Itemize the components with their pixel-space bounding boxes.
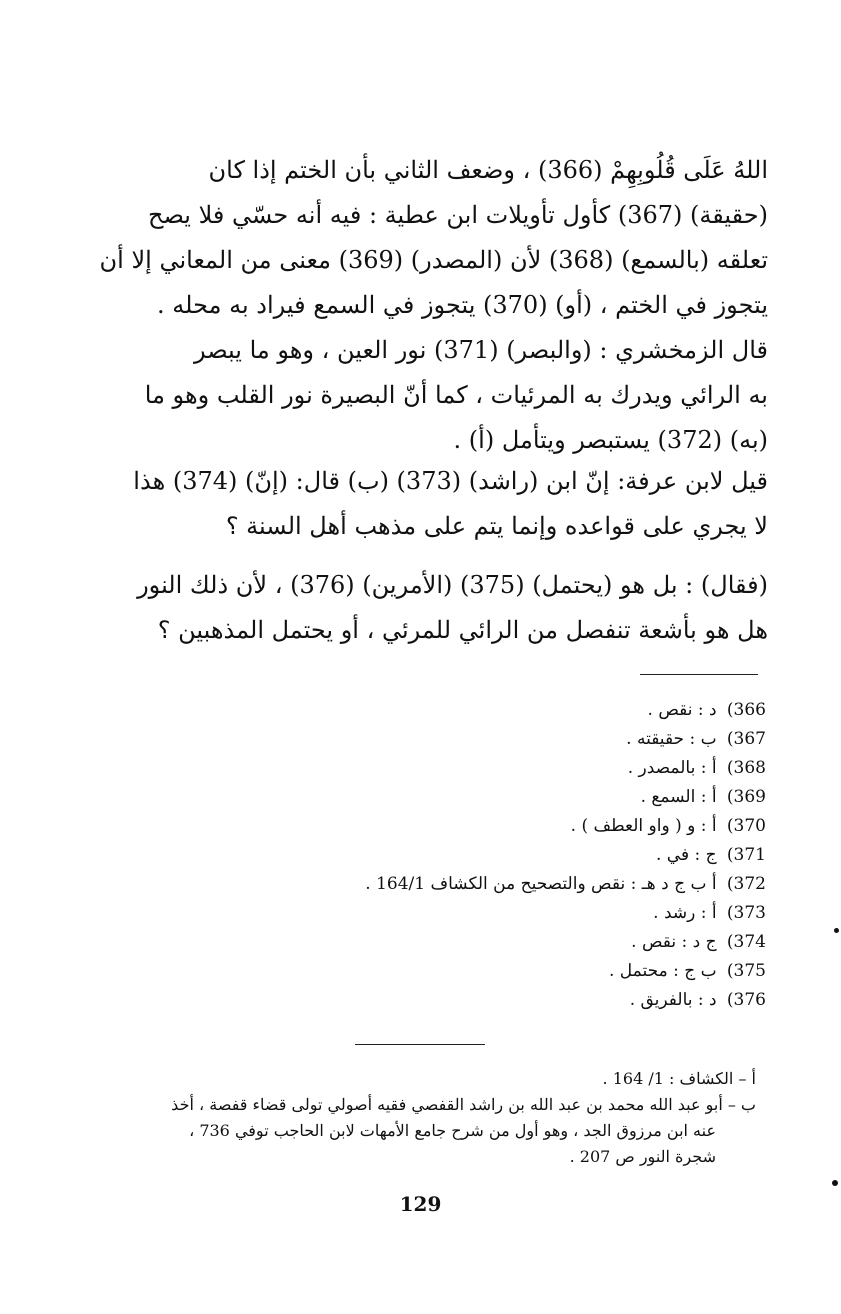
note-number: 371): [726, 845, 766, 865]
note-373: [166, 899, 766, 928]
note-number: 367): [726, 729, 766, 749]
footnotes-separator: [355, 1044, 485, 1045]
scan-speck: [834, 928, 839, 933]
note-number: 370): [726, 816, 766, 836]
paragraph-4: [88, 563, 768, 653]
note-number: 369): [726, 787, 766, 807]
paragraph-line: (حقيقة) (367) كأول تأويلات ابن عطية : فيه أنه حسّي فلا يصح: [147, 201, 768, 229]
note-number: 373): [726, 903, 766, 923]
paragraph-line: قيل لابن عرفة: إنّ ابن (راشد) (373) (ب) قال: (إنّ) (374) هذا: [133, 467, 768, 495]
note-number: 372): [726, 874, 766, 894]
note-number: 376): [726, 990, 766, 1010]
note-376: [166, 986, 766, 1015]
note-text: د : بالفريق .: [629, 990, 717, 1010]
paragraph-line: به الرائي ويدرك به المرئيات ، كما أنّ البصيرة نور القلب وهو ما: [144, 381, 768, 409]
note-text: أ : و ( واو العطف ) .: [570, 816, 717, 836]
scan-speck: [832, 1180, 838, 1186]
note-374: [166, 928, 766, 957]
variant-notes: [166, 696, 766, 1015]
note-367: [166, 725, 766, 754]
note-number: 368): [726, 758, 766, 778]
paragraph-1: [88, 148, 768, 328]
footnote-a: أ – الكشاف : 1/ 164 .: [602, 1069, 756, 1088]
note-text: ج د : نقص .: [631, 932, 717, 952]
footnote-b-line-1: ب – أبو عبد الله محمد بن عبد الله بن راشد القفصي فقيه أصولي تولى قضاء قفصة ، أخذ: [171, 1095, 756, 1114]
note-372: [166, 870, 766, 899]
note-text: ج : في .: [655, 845, 717, 865]
note-number: 375): [726, 961, 766, 981]
footnote-b-line-2: عنه ابن مرزوق الجد ، وهو أول من شرح جامع الأمهات لابن الحاجب توفي 736 ،: [189, 1121, 716, 1140]
editor-footnotes: [86, 1066, 756, 1170]
note-370: [166, 812, 766, 841]
paragraph-line: (به) (372) يستبصر ويتأمل (أ) .: [453, 426, 768, 454]
page-number: 129: [399, 1192, 442, 1216]
paragraph-line: تعلقه (بالسمع) (368) لأن (المصدر) (369) معنى من المعاني إلا أن: [99, 246, 768, 274]
note-text: أ : رشد .: [653, 903, 717, 923]
note-366: [166, 696, 766, 725]
note-text: أ : السمع .: [640, 787, 717, 807]
paragraph-line: (فقال) : بل هو (يحتمل) (375) (الأمرين) (376) ، لأن ذلك النور: [137, 571, 768, 599]
paragraph-line: اللهُ عَلَى قُلُوبِهِمْ (366) ، وضعف الثاني بأن الختم إذا كان: [208, 156, 768, 184]
paragraph-line: لا يجري على قواعده وإنما يتم على مذهب أهل السنة ؟: [225, 512, 768, 540]
note-number: 374): [726, 932, 766, 952]
paragraph-3: [88, 459, 768, 549]
note-368: [166, 754, 766, 783]
note-text: د : نقص .: [647, 700, 717, 720]
footnote-b-line-3: شجرة النور ص 207 .: [569, 1147, 716, 1166]
note-369: [166, 783, 766, 812]
note-text: أ : بالمصدر .: [627, 758, 717, 778]
paragraph-line: هل هو بأشعة تنفصل من الرائي للمرئي ، أو يحتمل المذهبين ؟: [157, 616, 768, 644]
note-371: [166, 841, 766, 870]
note-text: ب : حقيقته .: [626, 729, 717, 749]
notes-separator: [640, 674, 758, 675]
note-text: ب ج : محتمل .: [608, 961, 717, 981]
note-text: أ ب ج د هـ : نقص والتصحيح من الكشاف 164/1 .: [365, 874, 717, 894]
paragraph-line: يتجوز في الختم ، (أو) (370) يتجوز في السمع فيراد به محله .: [157, 291, 768, 319]
paragraph-2: [88, 328, 768, 463]
note-375: [166, 957, 766, 986]
note-number: 366): [726, 700, 766, 720]
paragraph-line: قال الزمخشري : (والبصر) (371) نور العين ، وهو ما يبصر: [193, 336, 768, 364]
